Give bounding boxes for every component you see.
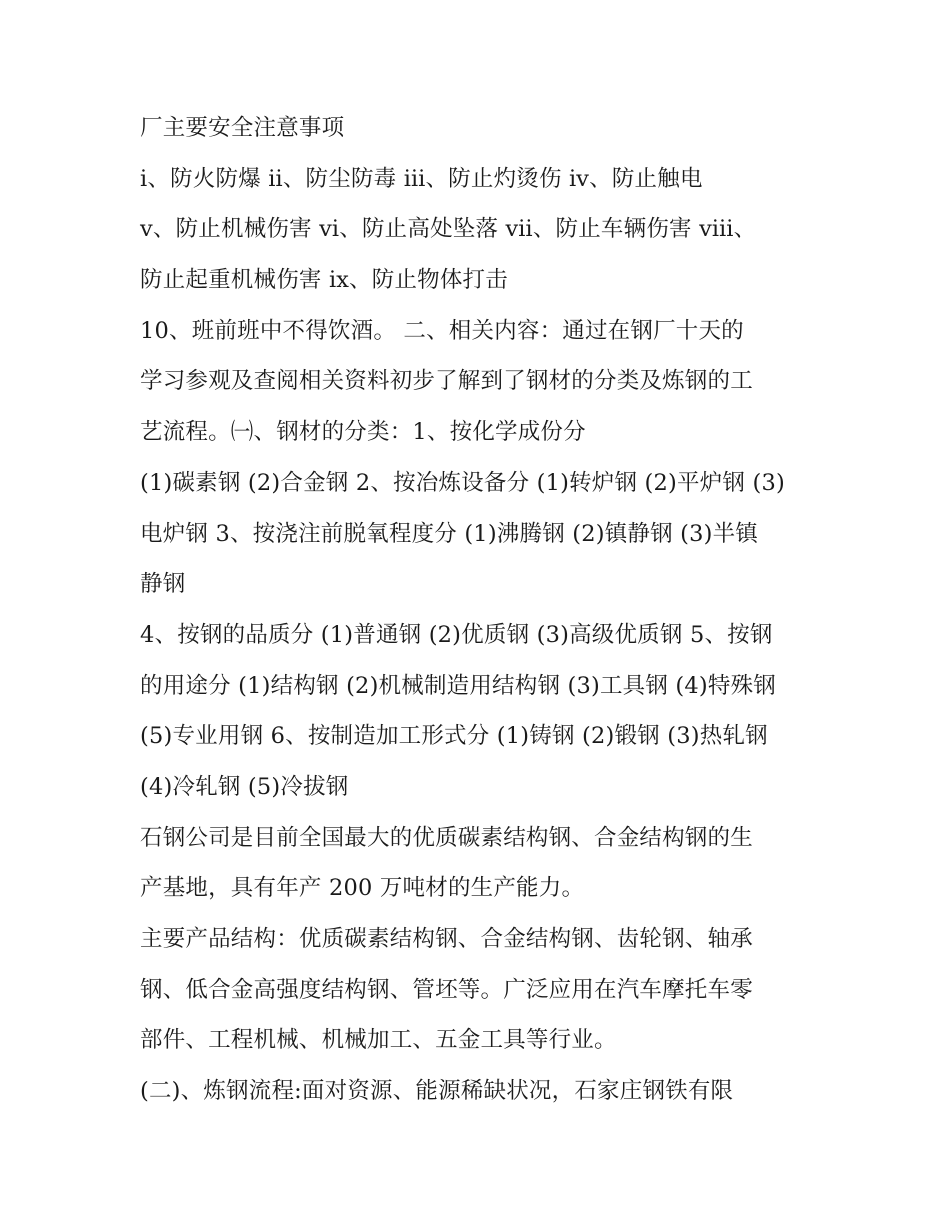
text-line: 10、班前班中不得饮酒。 二、相关内容：通过在钢厂十天的 <box>140 317 744 344</box>
text-line: (1)碳素钢 (2)合金钢 2、按冶炼设备分 (1)转炉钢 (2)平炉钢 (3) <box>140 469 785 496</box>
section-heading: 厂主要安全注意事项 <box>140 115 345 141</box>
document-body <box>140 103 815 1117</box>
text-line: 石钢公司是目前全国最大的优质碳素结构钢、合金结构钢的生 <box>140 824 753 851</box>
text-line: 4、按钢的品质分 (1)普通钢 (2)优质钢 (3)高级优质钢 5、按钢 <box>140 621 773 648</box>
text-line: 电炉钢 3、按浇注前脱氧程度分 (1)沸腾钢 (2)镇静钢 (3)半镇 <box>140 520 759 547</box>
text-line: 静钢 <box>140 571 186 598</box>
text-line: (5)专业用钢 6、按制造加工形式分 (1)铸钢 (2)锻钢 (3)热轧钢 <box>140 723 768 750</box>
text-line: ⅴ、防止机械伤害 ⅵ、防止高处坠落 ⅶ、防止车辆伤害 ⅷ、 <box>140 216 757 243</box>
text-line: ⅰ、防火防爆 ⅱ、防尘防毒 ⅲ、防止灼烫伤 ⅳ、防止触电 <box>140 165 703 192</box>
text-line: 防止起重机械伤害 ⅸ、防止物体打击 <box>140 267 508 294</box>
text-line: 学习参观及查阅相关资料初步了解到了钢材的分类及炼钢的工 <box>140 368 753 395</box>
text-line: (二)、炼钢流程:面对资源、能源稀缺状况，石家庄钢铁有限 <box>140 1078 734 1105</box>
text-line: 部件、工程机械、机械加工、五金工具等行业。 <box>140 1027 617 1054</box>
text-line: (4)冷轧钢 (5)冷拔钢 <box>140 773 349 800</box>
text-line: 产基地，具有年产 200 万吨材的生产能力。 <box>140 875 585 902</box>
text-line: 艺流程。㈠、钢材的分类：1、按化学成份分 <box>140 419 586 446</box>
text-line: 主要产品结构：优质碳素结构钢、合金结构钢、齿轮钢、轴承 <box>140 926 753 952</box>
text-line: 的用途分 (1)结构钢 (2)机械制造用结构钢 (3)工具钢 (4)特殊钢 <box>140 672 776 699</box>
text-line: 钢、低合金高强度结构钢、管坯等。广泛应用在汽车摩托车零 <box>140 976 753 1003</box>
